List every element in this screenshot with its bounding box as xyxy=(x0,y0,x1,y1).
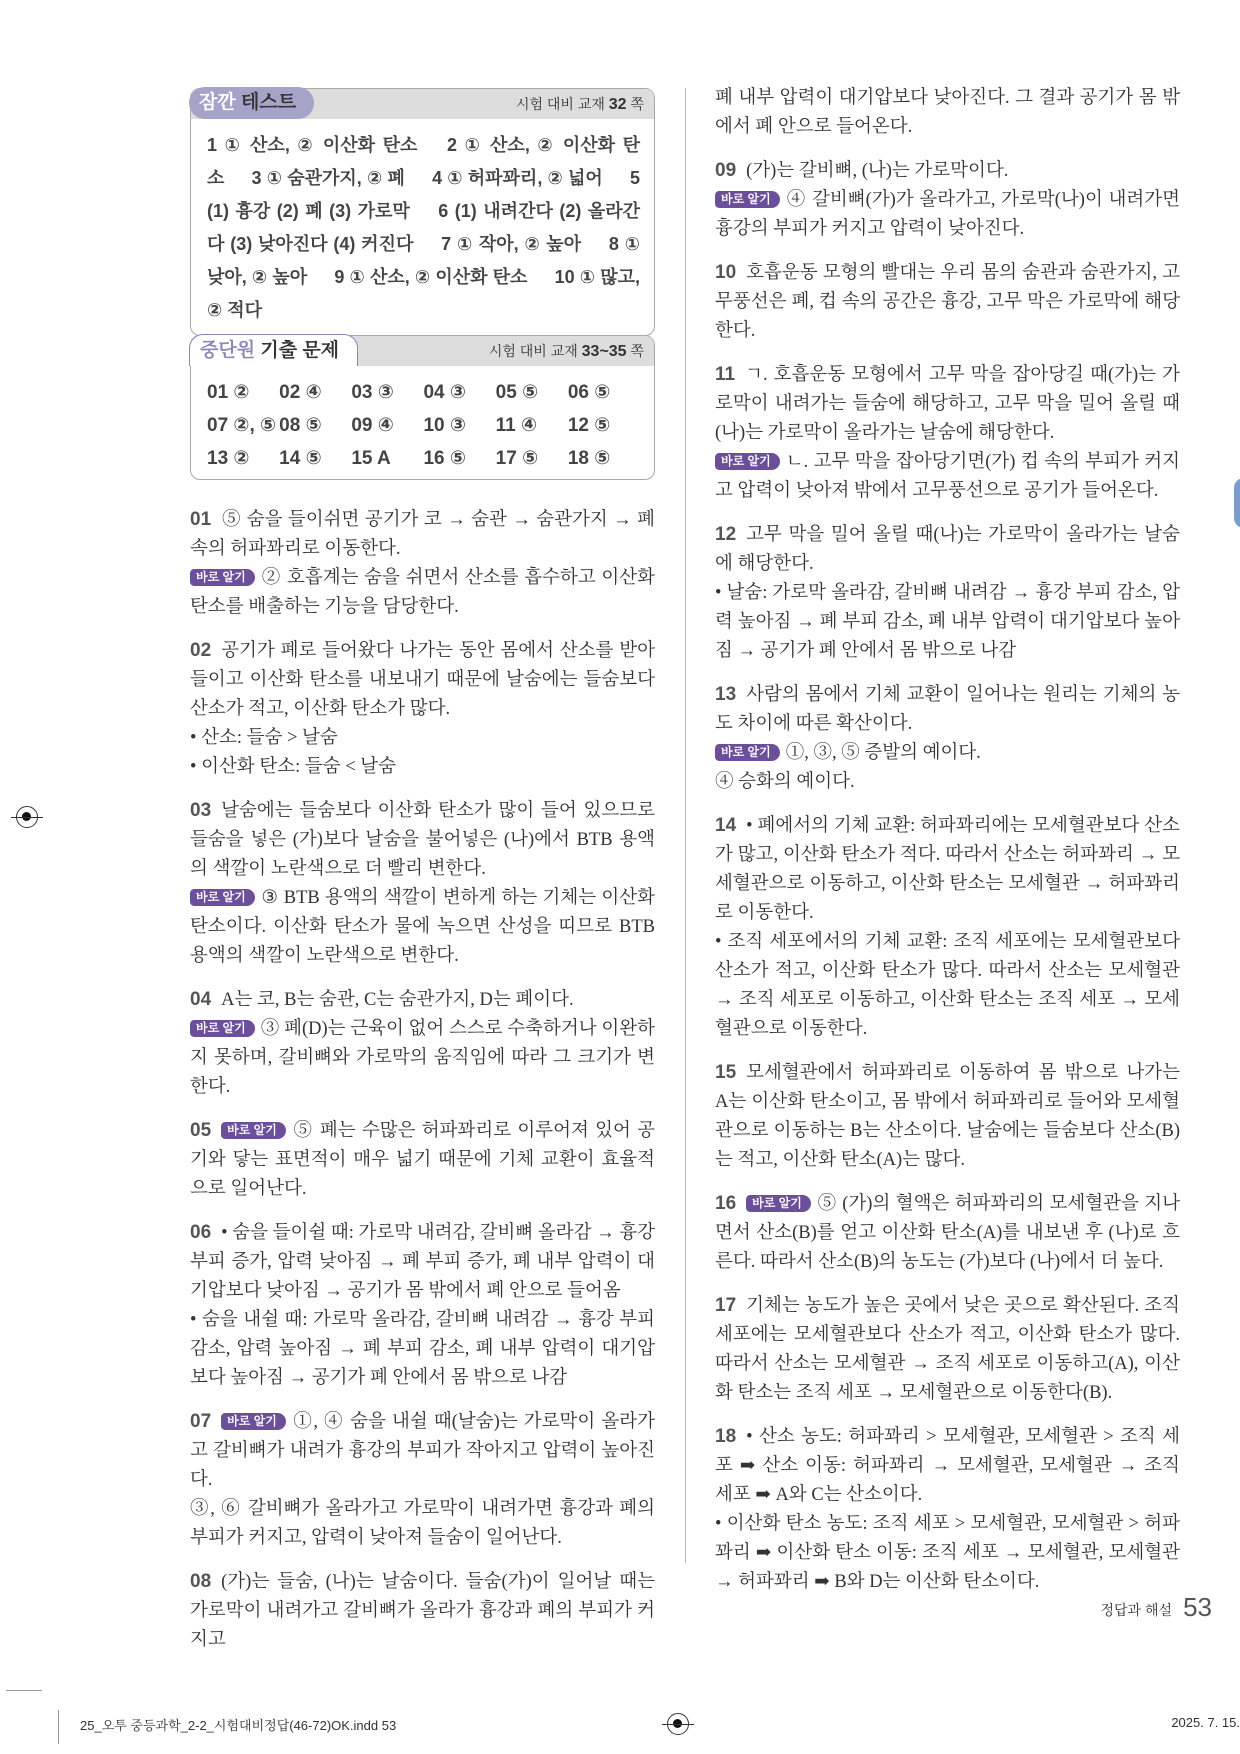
explanation-text: ⑤ 숨을 들이쉬면 공기가 코 → 숨관 → 숨관가지 → 폐 속의 허파꽈리로 이동한다. xyxy=(190,510,655,559)
explanation-text: ② 호흡계는 숨을 쉬면서 산소를 흡수하고 이산화 탄소를 배출하는 기능을 담당한다. xyxy=(190,568,655,617)
correction-badge: 바로 알기 xyxy=(715,453,780,470)
unit-test-answer: 02 ④ xyxy=(279,382,322,403)
explanation-text: 공기가 폐로 들어왔다 나가는 동안 몸에서 산소를 받아들이고 이산화 탄소를 내보내기 때문에 날숨에는 들숨보다 산소가 적고, 이산화 탄소가 많다. xyxy=(190,641,655,719)
unit-test-answer: 17 ⑤ xyxy=(495,448,539,469)
column-divider xyxy=(685,88,686,1563)
ref-suffix: 쪽 xyxy=(630,343,644,359)
explanation-text: • 날숨: 가로막 올라감, 갈비뼈 내려감 → 흉강 부피 감소, 압력 높아짐 → 폐 부피 감소, 폐 내부 압력이 대기압보다 높아짐 → 공기가 폐 안에서 몸 밖으로 나감 xyxy=(715,583,1180,661)
quick-test-answer: 2 ① 산소, ② 이산화 탄소 xyxy=(207,135,640,188)
explanation-text: ④ 갈비뼈(가)가 올라가고, 가로막(나)이 내려가면 흉강의 부피가 커지고 압력이 낮아진다. xyxy=(715,190,1180,239)
explanation-paragraph xyxy=(715,1510,1180,1597)
explanation-paragraph xyxy=(190,724,655,753)
quick-test-answer: 1 ① 산소, ② 이산화 탄소 xyxy=(207,135,418,155)
explanation-paragraph xyxy=(715,156,1180,186)
explanation-paragraph xyxy=(715,1058,1180,1175)
ref-prefix: 시험 대비 교재 xyxy=(515,96,605,112)
item-number: 18 xyxy=(715,1426,737,1447)
item-number: 13 xyxy=(715,684,737,705)
explanation-paragraph xyxy=(190,1015,655,1102)
explanation-text: 기체는 농도가 높은 곳에서 낮은 곳으로 확산된다. 조직 세포에는 모세혈관보다 산소가 적고, 이산화 탄소가 많다. 따라서 산소는 모세혈관 → 조직 세포로 이동하고(A), 이산화 탄소는 조직 세포 → 모세혈관으로 이동한다(B). xyxy=(715,1296,1180,1403)
item-number: 14 xyxy=(715,815,737,836)
crop-mark xyxy=(6,1690,42,1691)
unit-test-answer: 16 ⑤ xyxy=(423,448,466,469)
explanation-text: ①, ③, ⑤ 증발의 예이다. xyxy=(785,743,981,763)
explanation-text: ④ 승화의 예이다. xyxy=(715,772,855,792)
explanation-text: ⑤ (가)의 혈액은 허파꽈리의 모세혈관을 지나면서 산소(B)를 얻고 이산화 탄소(A)를 내보낸 후 (나)로 흐른다. 따라서 산소(B)의 농도는 (가)보다 (나)에서 더 높다. xyxy=(715,1194,1180,1272)
explanation-text: ⑤ 폐는 수많은 허파꽈리로 이루어져 있어 공기와 닿는 표면적이 매우 넓기 때문에 기체 교환이 효율적으로 일어난다. xyxy=(190,1121,655,1199)
explanation-paragraph xyxy=(715,579,1180,666)
item-number: 01 xyxy=(190,509,212,530)
explanation-item xyxy=(715,811,1180,1044)
explanation-item xyxy=(715,520,1180,666)
explanation-paragraph xyxy=(715,928,1180,1044)
explanation-paragraph xyxy=(190,985,655,1015)
explanation-paragraph xyxy=(190,636,655,724)
explanation-text: 날숨에는 들숨보다 이산화 탄소가 많이 들어 있으므로 들숨을 넣은 (가)보다 날숨을 불어넣은 (나)에서 BTB 용액의 색깔이 노란색으로 더 빨리 변한다. xyxy=(190,801,655,879)
explanation-paragraph xyxy=(715,811,1180,928)
quick-test-answer: 4 ① 허파꽈리, ② 넓어 xyxy=(432,168,603,188)
explanation-text: • 숨을 내쉴 때: 가로막 올라감, 갈비뼈 내려감 → 흉강 부피 감소, 압력 높아짐 → 폐 부피 감소, 폐 내부 압력이 대기압보다 높아짐 → 공기가 폐 안에서 몸 밖으로 나감 xyxy=(190,1310,655,1388)
explanation-text: 고무 막을 밀어 올릴 때(나)는 가로막이 올라가는 날숨에 해당한다. xyxy=(715,525,1180,574)
explanation-item xyxy=(190,1116,655,1204)
item-number: 10 xyxy=(715,262,737,283)
item-number: 08 xyxy=(190,1571,212,1592)
explanation-item xyxy=(715,258,1180,346)
correction-badge: 바로 알기 xyxy=(715,744,780,761)
footer-section-title: 정답과 해설 xyxy=(1100,1602,1172,1618)
quick-test-answers xyxy=(191,119,654,335)
correction-badge: 바로 알기 xyxy=(221,1122,286,1139)
crop-mark xyxy=(58,1710,59,1744)
explanation-paragraph xyxy=(715,448,1180,506)
explanation-text: • 이산화 탄소 농도: 조직 세포 > 모세혈관, 모세혈관 > 허파꽈리 ➡ 이산화 탄소 이동: 조직 세포 → 모세혈관, 모세혈관 → 허파꽈리 ➡ B와 D는 이산화 탄소이다. xyxy=(715,1514,1180,1592)
tag-part: 기출 문제 xyxy=(260,340,340,361)
item-number: 11 xyxy=(715,364,736,385)
explanation-text: ㄱ. 호흡운동 모형에서 고무 막을 잡아당길 때(가)는 가로막이 내려가는 들숨에 해당하고, 고무 막을 밀어 올릴 때(나)는 가로막이 올라가는 날숨에 해당한다. xyxy=(715,365,1180,443)
unit-test-answer: 12 ⑤ xyxy=(567,415,611,436)
quick-test-answer: 9 ① 산소, ② 이산화 탄소 xyxy=(334,267,528,287)
quick-test-header xyxy=(191,89,654,119)
unit-test-answer: 05 ⑤ xyxy=(495,382,539,403)
explanation-paragraph xyxy=(190,753,655,782)
item-number: 07 xyxy=(190,1411,212,1432)
explanation-paragraph xyxy=(190,1306,655,1393)
explanation-text: • 이산화 탄소: 들숨 < 날숨 xyxy=(190,757,397,777)
chapter-edge-tab xyxy=(1234,478,1240,528)
explanation-text: (가)는 갈비뼈, (나)는 가로막이다. xyxy=(746,161,1009,181)
unit-test-box xyxy=(190,335,655,480)
explanation-text: 호흡운동 모형의 빨대는 우리 몸의 숨관과 숨관가지, 고무풍선은 폐, 컵 속의 공간은 흉강, 고무 막은 가로막에 해당한다. xyxy=(715,263,1180,341)
explanation-item xyxy=(190,505,655,622)
quick-test-tag xyxy=(189,87,314,119)
explanation-paragraph xyxy=(715,360,1180,448)
explanation-paragraph xyxy=(190,1218,655,1306)
quick-test-answer: 5 (1) 흉강 (2) 폐 (3) 가로막 xyxy=(207,168,640,221)
explanation-paragraph xyxy=(715,258,1180,346)
slug-filename: 25_오투 중등과학_2-2_시험대비정답(46-72)OK.indd 53 xyxy=(80,1718,397,1733)
explanation-item xyxy=(715,156,1180,244)
explanation-text: (가)는 들숨, (나)는 날숨이다. 들숨(가)이 일어날 때는 가로막이 내려가고 갈비뼈가 올라가 흉강과 폐의 부피가 커지고 xyxy=(190,1572,655,1650)
unit-test-answer: 07 ②, ⑤ xyxy=(207,415,277,436)
explanation-item xyxy=(190,636,655,782)
explanation-paragraph xyxy=(715,680,1180,739)
explanation-text: ①, ④ 숨을 내쉴 때(날숨)는 가로막이 올라가고 갈비뼈가 내려가 흉강의 부피가 작아지고 압력이 높아진다. xyxy=(190,1412,655,1490)
explanation-paragraph xyxy=(715,1291,1180,1408)
item-number: 16 xyxy=(715,1193,737,1214)
tag-part: 중단원 xyxy=(200,340,256,361)
explanation-item xyxy=(715,360,1180,506)
item-number: 15 xyxy=(715,1062,737,1083)
explanation-item xyxy=(715,84,1180,142)
correction-badge: 바로 알기 xyxy=(746,1195,811,1212)
explanation-paragraph xyxy=(190,884,655,971)
explanation-paragraph xyxy=(190,1407,655,1495)
explanation-paragraph xyxy=(190,564,655,622)
correction-badge: 바로 알기 xyxy=(190,1020,255,1037)
textbook-reference xyxy=(489,341,644,361)
explanation-text: 모세혈관에서 허파꽈리로 이동하여 몸 밖으로 나가는 A는 이산화 탄소이고, 몸 밖에서 허파꽈리로 들어와 모세혈관으로 이동하는 B는 산소이다. 날숨에는 들숨보다 산소(B)는 적고, 이산화 탄소(A)는 많다. xyxy=(715,1063,1180,1170)
quick-test-answer: 3 ① 숨관가지, ② 폐 xyxy=(251,168,405,188)
explanation-text: 사람의 몸에서 기체 교환이 일어나는 원리는 기체의 농도 차이에 따른 확산이다. xyxy=(715,685,1180,734)
item-number: 02 xyxy=(190,640,212,661)
item-number: 12 xyxy=(715,524,737,545)
item-number: 09 xyxy=(715,160,737,181)
unit-test-answer: 15 A xyxy=(351,448,391,469)
explanation-item xyxy=(190,985,655,1102)
explanation-text: ③ 폐(D)는 근육이 없어 스스로 수축하거나 이완하지 못하며, 갈비뼈와 가로막의 움직임에 따라 그 크기가 변한다. xyxy=(190,1019,655,1097)
ref-page: 32 xyxy=(608,96,627,113)
quick-test-answer: 7 ① 작아, ② 높아 xyxy=(441,234,582,254)
explanation-item xyxy=(190,1218,655,1393)
tag-part: 잠깐 xyxy=(199,92,236,113)
explanation-text: • 산소 농도: 허파꽈리 > 모세혈관, 모세혈관 > 조직 세포 ➡ 산소 이동: 허파꽈리 → 모세혈관, 모세혈관 → 조직 세포 ➡ A와 C는 산소이다. xyxy=(715,1427,1180,1505)
explanation-paragraph xyxy=(190,796,655,884)
explanation-text: ㄴ. 고무 막을 잡아당기면(가) 컵 속의 부피가 커지고 압력이 낮아져 밖에서 고무풍선으로 공기가 들어온다. xyxy=(715,452,1180,501)
correction-badge: 바로 알기 xyxy=(221,1413,286,1430)
unit-test-answer: 14 ⑤ xyxy=(279,448,322,469)
unit-test-answer: 10 ③ xyxy=(423,415,466,436)
quick-test-answer: 8 ① 낮아, ② 높아 xyxy=(207,234,640,287)
explanation-item xyxy=(190,1567,655,1655)
ref-page: 33~35 xyxy=(581,343,627,360)
unit-test-answer: 06 ⑤ xyxy=(567,382,611,403)
unit-test-answer: 11 ④ xyxy=(495,415,538,436)
explanation-text: ③ BTB 용액의 색깔이 변하게 하는 기체는 이산화 탄소이다. 이산화 탄소가 물에 녹으면 산성을 띠므로 BTB 용액의 색깔이 노란색으로 변한다. xyxy=(190,888,655,966)
explanation-item xyxy=(190,1407,655,1553)
unit-test-answer: 04 ③ xyxy=(423,382,466,403)
unit-test-answer: 13 ② xyxy=(207,448,250,469)
registration-mark-icon xyxy=(667,1713,689,1735)
explanation-paragraph xyxy=(715,520,1180,579)
quick-test-answer: 10 ① 많고, ② 적다 xyxy=(207,267,640,320)
right-column-explanations xyxy=(715,84,1180,1611)
explanation-paragraph xyxy=(190,505,655,564)
correction-badge: 바로 알기 xyxy=(190,889,255,906)
explanation-text: 폐 내부 압력이 대기압보다 낮아진다. 그 결과 공기가 몸 밖에서 폐 안으로 들어온다. xyxy=(715,88,1180,137)
explanation-text: • 숨을 들이쉴 때: 가로막 내려감, 갈비뼈 올라감 → 흉강 부피 증가, 압력 낮아짐 → 폐 부피 증가, 폐 내부 압력이 대기압보다 낮아짐 → 공기가 몸 밖에서 폐 안으로 들어옴 xyxy=(190,1223,655,1301)
explanation-item xyxy=(715,680,1180,797)
explanation-paragraph xyxy=(715,186,1180,244)
explanation-paragraph xyxy=(190,1567,655,1655)
correction-badge: 바로 알기 xyxy=(190,569,255,586)
quick-test-answer: 6 (1) 내려간다 (2) 올라간다 (3) 낮아진다 (4) 커진다 xyxy=(207,201,640,254)
explanation-paragraph xyxy=(715,84,1180,142)
explanation-item xyxy=(190,796,655,971)
explanation-paragraph xyxy=(190,1116,655,1204)
textbook-reference xyxy=(516,94,644,114)
explanation-item xyxy=(715,1189,1180,1277)
explanation-text: A는 코, B는 숨관, C는 숨관가지, D는 폐이다. xyxy=(221,990,574,1010)
explanation-text: • 산소: 들숨 > 날숨 xyxy=(190,728,338,748)
explanation-text: • 조직 세포에서의 기체 교환: 조직 세포에는 모세혈관보다 산소가 적고, 이산화 탄소가 많다. 따라서 산소는 모세혈관 → 조직 세포로 이동하고, 이산화 탄소는 조직 세포 → 모세혈관으로 이동한다. xyxy=(715,932,1180,1039)
left-column-explanations xyxy=(190,505,655,1669)
explanation-item xyxy=(715,1291,1180,1408)
ref-prefix: 시험 대비 교재 xyxy=(488,343,578,359)
explanation-item xyxy=(715,1422,1180,1597)
item-number: 03 xyxy=(190,800,212,821)
ref-suffix: 쪽 xyxy=(630,96,644,112)
explanation-paragraph xyxy=(190,1495,655,1553)
unit-test-tag xyxy=(189,334,358,366)
unit-test-answer: 01 ② xyxy=(207,382,250,403)
unit-test-answer: 09 ④ xyxy=(351,415,394,436)
explanation-paragraph xyxy=(715,1189,1180,1277)
explanation-paragraph xyxy=(715,739,1180,768)
item-number: 17 xyxy=(715,1295,737,1316)
explanation-text: • 폐에서의 기체 교환: 허파꽈리에는 모세혈관보다 산소가 많고, 이산화 탄소가 적다. 따라서 산소는 허파꽈리 → 모세혈관으로 이동하고, 이산화 탄소는 모세혈관 → 허파꽈리로 이동한다. xyxy=(715,816,1180,923)
correction-badge: 바로 알기 xyxy=(715,191,780,208)
unit-test-answers xyxy=(191,366,654,479)
explanation-item xyxy=(715,1058,1180,1175)
explanation-text: ③, ⑥ 갈비뼈가 올라가고 가로막이 내려가면 흉강과 폐의 부피가 커지고, 압력이 낮아져 들숨이 일어난다. xyxy=(190,1499,655,1548)
explanation-paragraph xyxy=(715,1422,1180,1510)
registration-mark-icon xyxy=(16,806,38,828)
item-number: 06 xyxy=(190,1222,212,1243)
page-number: 53 xyxy=(1183,1592,1212,1622)
item-number: 05 xyxy=(190,1120,212,1141)
slug-date: 2025. 7. 15. xyxy=(1171,1715,1240,1730)
unit-test-header xyxy=(191,336,654,366)
unit-test-answer: 03 ③ xyxy=(351,382,394,403)
unit-test-answer: 08 ⑤ xyxy=(279,415,322,436)
unit-test-answer: 18 ⑤ xyxy=(567,448,611,469)
quick-test-box xyxy=(190,88,655,336)
tag-part: 테스트 xyxy=(241,92,297,113)
item-number: 04 xyxy=(190,989,212,1010)
explanation-paragraph xyxy=(715,768,1180,797)
